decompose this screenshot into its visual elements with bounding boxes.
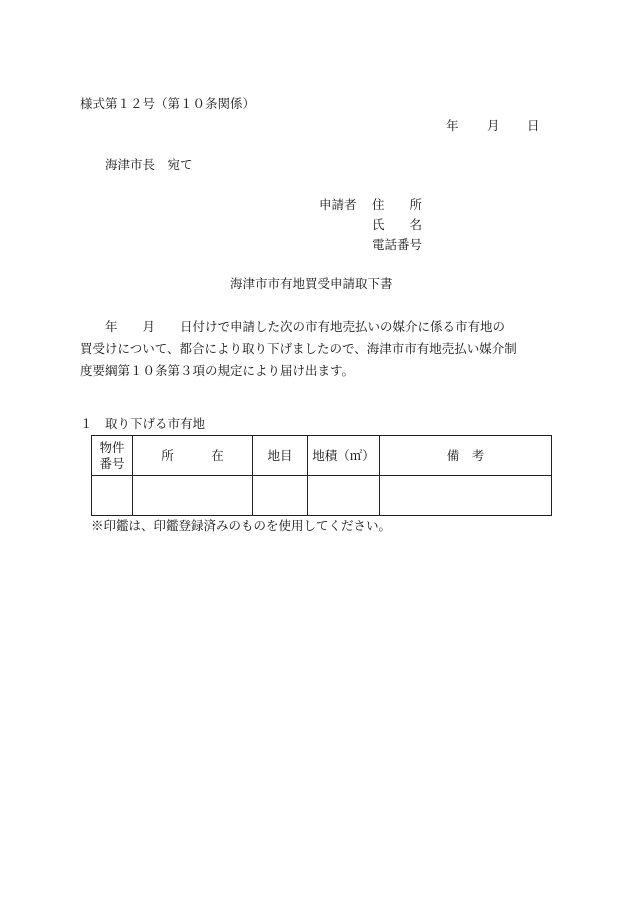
- name-label: 氏 名: [372, 217, 423, 232]
- header-land-area: 地積（㎡）: [308, 436, 380, 476]
- phone-label: 電話番号: [372, 237, 423, 252]
- header-property-number-line1: 物件: [99, 439, 125, 455]
- address-label: 住 所: [372, 197, 423, 212]
- header-land-category: 地目: [253, 436, 308, 476]
- body-paragraph: [80, 316, 560, 382]
- table-row: [92, 476, 552, 516]
- table-header-row: [92, 436, 552, 476]
- applicant-label: 申請者: [319, 197, 357, 212]
- header-location: 所 在: [133, 436, 253, 476]
- section-heading: １ 取り下げる市有地: [80, 416, 206, 431]
- addressee: 海津市長 宛て: [105, 157, 193, 172]
- header-remarks: 備 考: [380, 436, 552, 476]
- date-day: 日: [527, 118, 540, 133]
- body-line-3: 度要綱第１０条第３項の規定により届け出ます。: [80, 363, 355, 378]
- date-month: 月: [487, 118, 500, 133]
- body-line-1: 年 月 日付けで申請した次の市有地売払いの媒介に係る市有地の: [80, 319, 506, 334]
- document-title: 海津市市有地買受申請取下書: [230, 276, 393, 291]
- cell-land-area[interactable]: [308, 476, 380, 516]
- date-year: 年: [446, 118, 459, 133]
- cell-property-number[interactable]: [92, 476, 133, 516]
- property-table: [91, 435, 552, 516]
- header-property-number-line2: 番号: [99, 455, 125, 471]
- cell-remarks[interactable]: [380, 476, 552, 516]
- cell-land-category[interactable]: [253, 476, 308, 516]
- seal-note: ※印鑑は、印鑑登録済みのものを使用してください。: [91, 518, 392, 533]
- header-property-number: [92, 436, 133, 476]
- form-number: 様式第１２号（第１０条関係）: [80, 96, 256, 111]
- body-line-2: 買受けについて、都合により取り下げましたので、海津市市有地売払い媒介制: [80, 341, 517, 356]
- cell-location[interactable]: [133, 476, 253, 516]
